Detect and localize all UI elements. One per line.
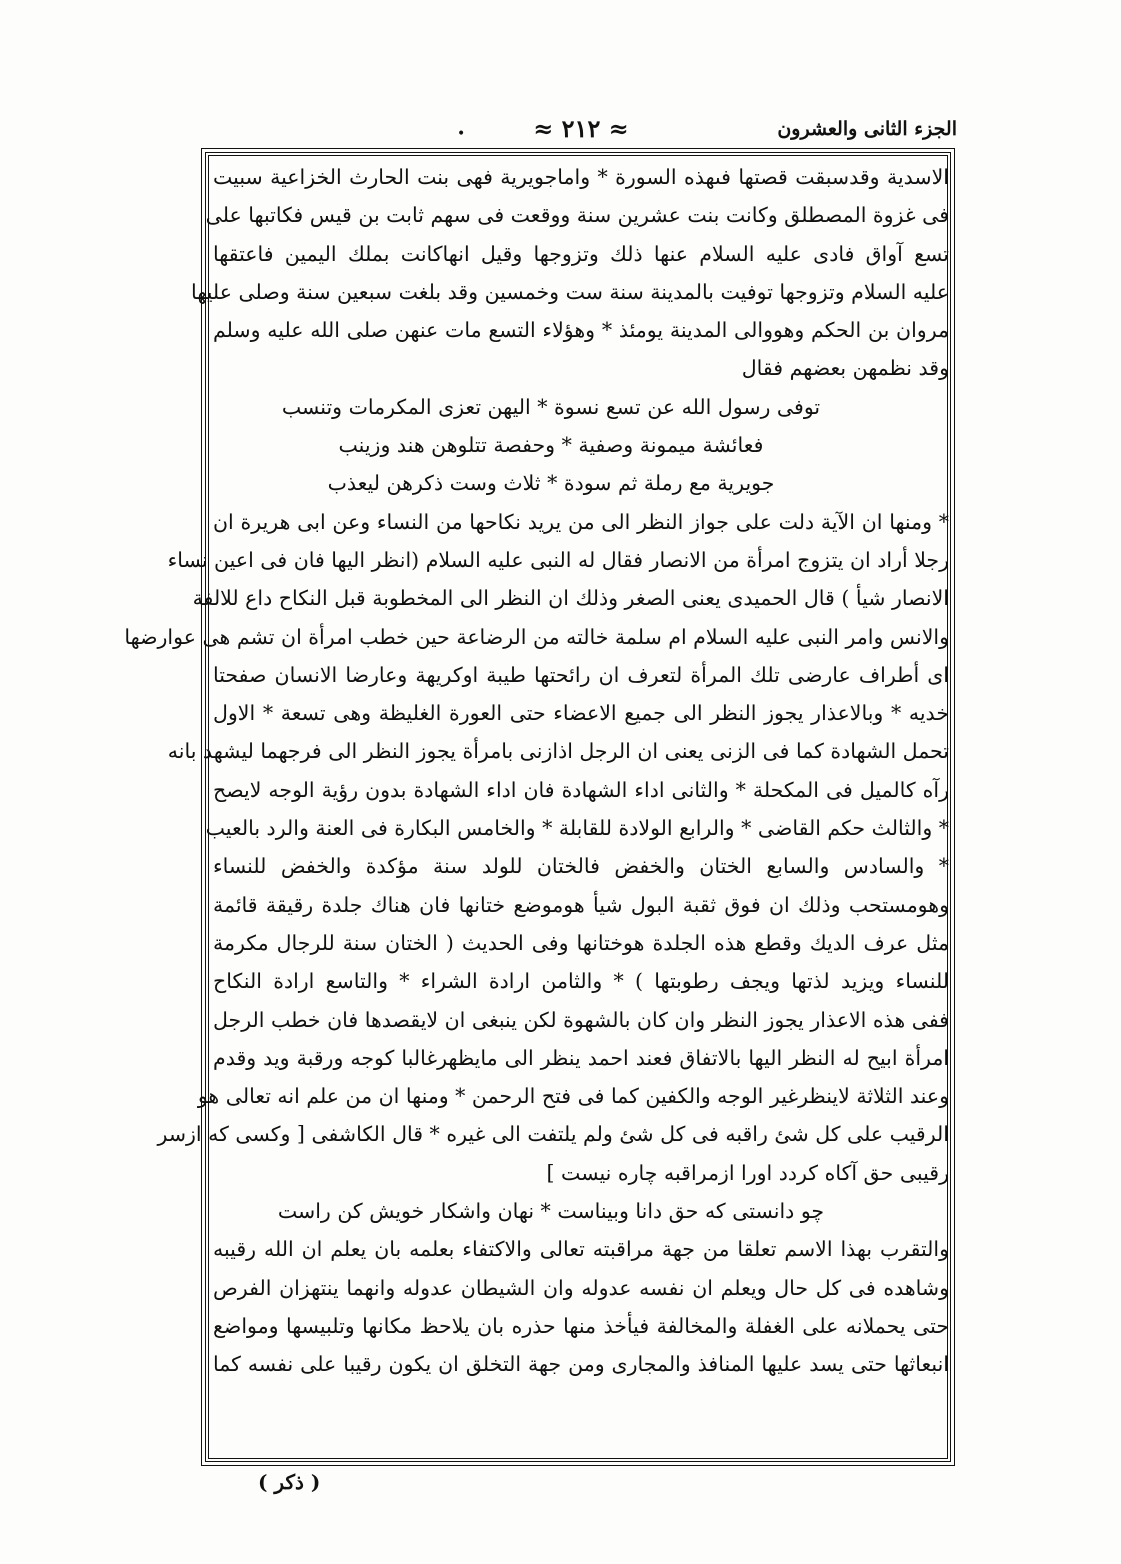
text-body <box>124 158 949 1460</box>
poem-verse: جويرية مع رملة ثم سودة * ثلاث وست ذكرهن ليعذب <box>327 471 775 496</box>
text-line: تسع آواق فادى عليه السلام عنها ذلك وتزوجها وقيل انهاكانت بملك اليمين فاعتقها <box>213 241 949 266</box>
text-line: ففى هذه الاعذار يجوز النظر وان كان بالشهوة لكن ينبغى ان لايقصدها فان خطب الرجل <box>213 1007 949 1032</box>
text-line: مثل عرف الديك وقطع هذه الجلدة هوختانها وفى الحديث ( الختان سنة للرجال مكرمة <box>213 930 949 955</box>
text-line: اى أطراف عارضى تلك المرأة لتعرف ان رائحتها طيبة اوكريهة وعارضا الانسان صفحتا <box>213 662 949 687</box>
ornament-dot: • <box>457 126 466 142</box>
text-line: رآه كالميل فى المكحلة * والثانى اداء الشهادة فان اداء الشهادة بدون رؤية الوجه لايصح <box>213 777 949 802</box>
text-line: رقيبى حق آكاه كردد اورا ازمراقبه چاره نيست ] <box>546 1160 949 1185</box>
text-line: * والثالث حكم القاضى * والرابع الولادة للقابلة * والخامس البكارة فى العنة والرد بالعيب <box>205 816 949 841</box>
page-number: ≈ ٢١٢ ≈ <box>533 114 629 143</box>
text-line: الاسدية وقدسبقت قصتها فىهذه السورة * واماجويرية فهى بنت الحارث الخزاعية سبيت <box>213 165 949 189</box>
text-line: وشاهده فى كل حال ويعلم ان نفسه عدوله وان الشيطان عدوله وانهما ينتهزان الفرص <box>213 1275 949 1300</box>
running-head: الجزء الثانى والعشرون <box>777 118 957 140</box>
text-line: تحمل الشهادة كما فى الزنى يعنى ان الرجل اذازنى بامرأة يجوز النظر الى فرجهما ليشهد بانه <box>167 739 949 764</box>
text-line: رجلا أراد ان يتزوج امرأة من الانصار فقال له النبى عليه السلام (انظر اليها فان فى اعين نساء <box>167 547 949 572</box>
text-line: فى غزوة المصطلق وكانت بنت عشرين سنة ووقعت فى سهم ثابت بن قيس فكاتبها على <box>205 203 949 228</box>
catchword: ( ذكر ) <box>258 1470 321 1494</box>
text-line: * والسادس والسابع الختان والخفض فالختان للولد سنة مؤكدة والخفض للنساء <box>213 854 949 879</box>
text-line: وهومستحب وذلك ان فوق ثقبة البول شيأ هوموضع ختانها فان هناك جلدة رقيقة قائمة <box>213 892 949 917</box>
text-line: امرأة ابيح له النظر اليها بالاتفاق فعند احمد ينظر الى مايظهرغالبا كوجه ورقبة ويد وقدم <box>213 1045 949 1070</box>
text-line: الانصار شيأ ) قال الحميدى يعنى الصغر وذلك ان النظر الى المخطوبة قبل النكاح داع للالفة <box>192 586 949 611</box>
page-header <box>205 112 957 152</box>
poem-verse: فعائشة ميمونة وصفية * وحفصة تتلوهن هند وزينب <box>338 433 764 458</box>
text-line: انبعاثها حتى يسد عليها المنافذ والمجارى ومن جهة التخلق ان يكون رقيبا على نفسه كما <box>213 1352 949 1377</box>
text-line: مروان بن الحكم وهووالى المدينة يومئذ * وهؤلاء التسع مات عنهن صلى الله عليه وسلم <box>213 318 949 343</box>
text-line: وعند الثلاثة لاينظرغير الوجه والكفين كما فى فتح الرحمن * ومنها ان من علم انه تعالى هو <box>197 1084 949 1109</box>
text-line: خديه * وبالاعذار يجوز النظر الى جميع الاعضاء حتى العورة الغليظة وهى تسعة * الاول <box>213 701 949 726</box>
poem-verse: چو دانستى كه حق دانا وبيناست * نهان واشكار خويش كن راست <box>277 1199 825 1224</box>
poem-verse: توفى رسول الله عن تسع نسوة * اليهن تعزى المكرمات وتنسب <box>281 394 821 419</box>
text-line: والتقرب بهذا الاسم تعلقا من جهة مراقبته تعالى والاكتفاء بعلمه بان يعلم ان الله رقيبه <box>213 1237 949 1262</box>
text-line: والانس وامر النبى عليه السلام ام سلمة خالته من الرضاعة حين خطب امرأة ان تشم هى عوارضها <box>124 624 949 649</box>
text-line: الرقيب على كل شئ راقبه فى كل شئ ولم يلتفت الى غيره * قال الكاشفى [ وكسى كه ازسر <box>157 1122 949 1147</box>
text-line: وقد نظمهن بعضهم فقال <box>741 356 949 381</box>
text-line: * ومنها ان الآية دلت على جواز النظر الى من يريد نكاحها من النساء وعن ابى هريرة ان <box>213 509 949 534</box>
text-line: عليه السلام وتزوجها توفيت بالمدينة سنة ست وخمسين وقد بلغت سبعين سنة وصلى عليها <box>191 279 949 304</box>
text-line: للنساء ويزيد لذتها ويجف رطوبتها ) * والثامن ارادة الشراء * والتاسع ارادة النكاح <box>213 969 949 994</box>
text-line: حتى يحملانه على الغفلة والمخالفة فيأخذ منها حذره بان يلاحظ مكانها وتلبيسها ومواضع <box>213 1313 949 1338</box>
